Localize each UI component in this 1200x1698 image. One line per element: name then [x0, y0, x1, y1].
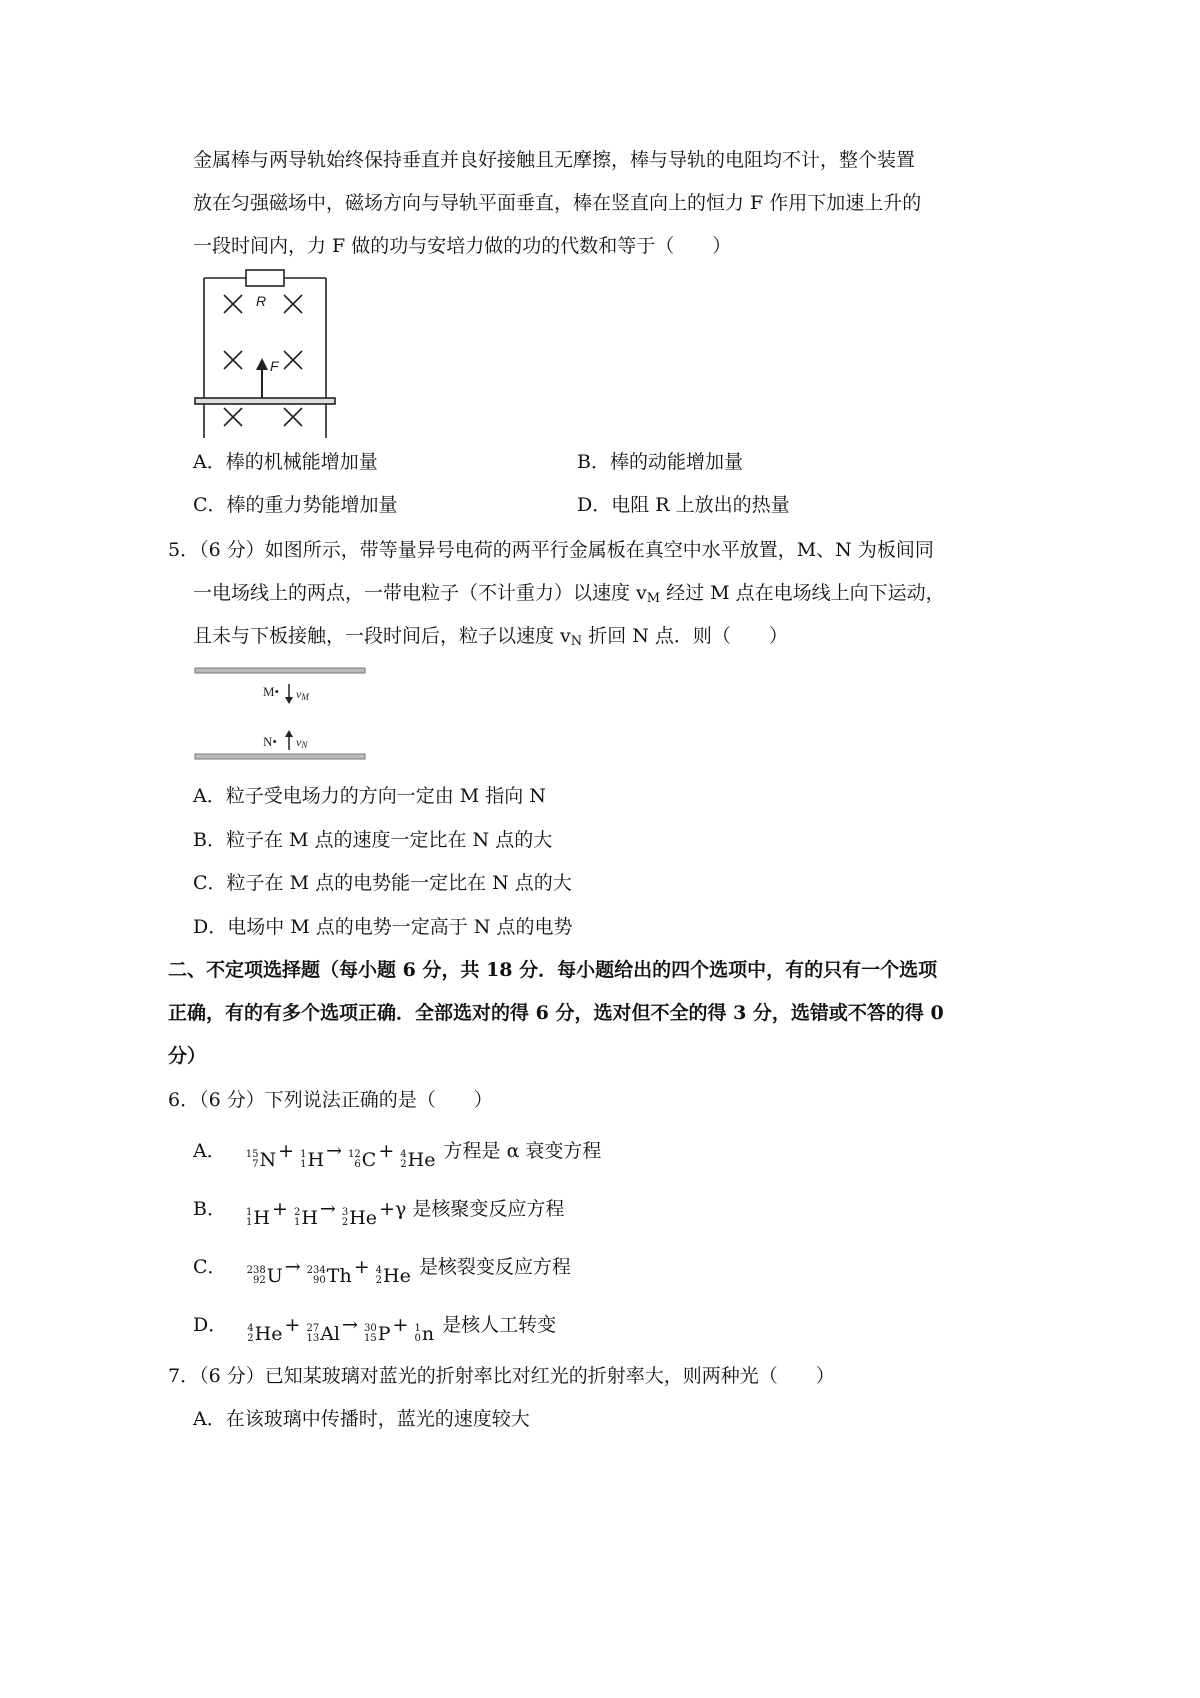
- q6-option-d: D． 4 2 He + 27 13 Al → 30 15 P + 1 0 n 是核人工转变: [193, 1314, 557, 1345]
- q6-stem: 6．（6 分）下列说法正确的是（ ）: [168, 1089, 493, 1111]
- q6-option-b: B． 1 1 H + 2 1 H → 3 2 He +γ 是核聚变反应方程: [193, 1198, 565, 1229]
- q4-line-3: 一段时间内，力 F 做的功与安培力做的功的代数和等于（ ）: [193, 235, 732, 257]
- parallel-plates-figure: [193, 664, 368, 764]
- section2-line-2: 正确，有的有多个选项正确．全部选对的得 6 分，选对但不全的得 3 分，选错或不答的得 0: [168, 1002, 944, 1024]
- q6-option-c: C． 238 92 U → 234 90 Th + 4 2 He 是核裂变反应方程: [193, 1256, 571, 1287]
- q4-option-a: A．棒的机械能增加量: [193, 451, 378, 473]
- q7-option-a: A．在该玻璃中传播时，蓝光的速度较大: [193, 1408, 530, 1430]
- section2-line-3: 分）: [168, 1045, 207, 1067]
- q4-line-2: 放在匀强磁场中，磁场方向与导轨平面垂直，棒在竖直向上的恒力 F 作用下加速上升的: [193, 192, 922, 214]
- q5-option-d: D．电场中 M 点的电势一定高于 N 点的电势: [193, 916, 573, 938]
- q4-option-d: D．电阻 R 上放出的热量: [577, 494, 790, 516]
- m-point-label: M•: [263, 684, 280, 699]
- force-label: F: [270, 358, 279, 374]
- q5-option-c: C．粒子在 M 点的电势能一定比在 N 点的大: [193, 872, 572, 894]
- vn-label: vN: [296, 735, 308, 750]
- q4-line-1: 金属棒与两导轨始终保持垂直并良好接触且无摩擦，棒与导轨的电阻均不计，整个装置: [193, 149, 916, 171]
- q5-option-b: B．粒子在 M 点的速度一定比在 N 点的大: [193, 829, 553, 851]
- n-point-label: N•: [263, 734, 277, 749]
- q5-line-1: 5．（6 分）如图所示，带等量异号电荷的两平行金属板在真空中水平放置，M、N 为板间同: [168, 539, 934, 561]
- q5-line-2: 一电场线上的两点，一带电粒子（不计重力）以速度 $v_M$ 经过 M 点在电场线上向下运动，: [193, 582, 945, 606]
- q4-option-c: C．棒的重力势能增加量: [193, 494, 398, 516]
- q5-line-3: 且未与下板接触，一段时间后，粒子以速度 $v_N$ 折回 N 点．则（ ）: [193, 625, 788, 649]
- section2-line-1: 二、不定项选择题（每小题 6 分，共 18 分．每小题给出的四个选项中，有的只有一个选项: [168, 959, 938, 981]
- q4-option-b: B．棒的动能增加量: [577, 451, 743, 473]
- q5-option-a: A．粒子受电场力的方向一定由 M 指向 N: [193, 785, 546, 807]
- resistor-label: R: [256, 293, 267, 309]
- rail-magnet-figure: [190, 262, 340, 440]
- q7-stem: 7．（6 分）已知某玻璃对蓝光的折射率比对红光的折射率大，则两种光（ ）: [168, 1365, 835, 1387]
- vm-label: vM: [296, 687, 309, 702]
- q6-option-a: A． 15 7 N + 1 1 H → 12 6 C + 4 2 He 方程是 α 衰变方程: [193, 1140, 602, 1171]
